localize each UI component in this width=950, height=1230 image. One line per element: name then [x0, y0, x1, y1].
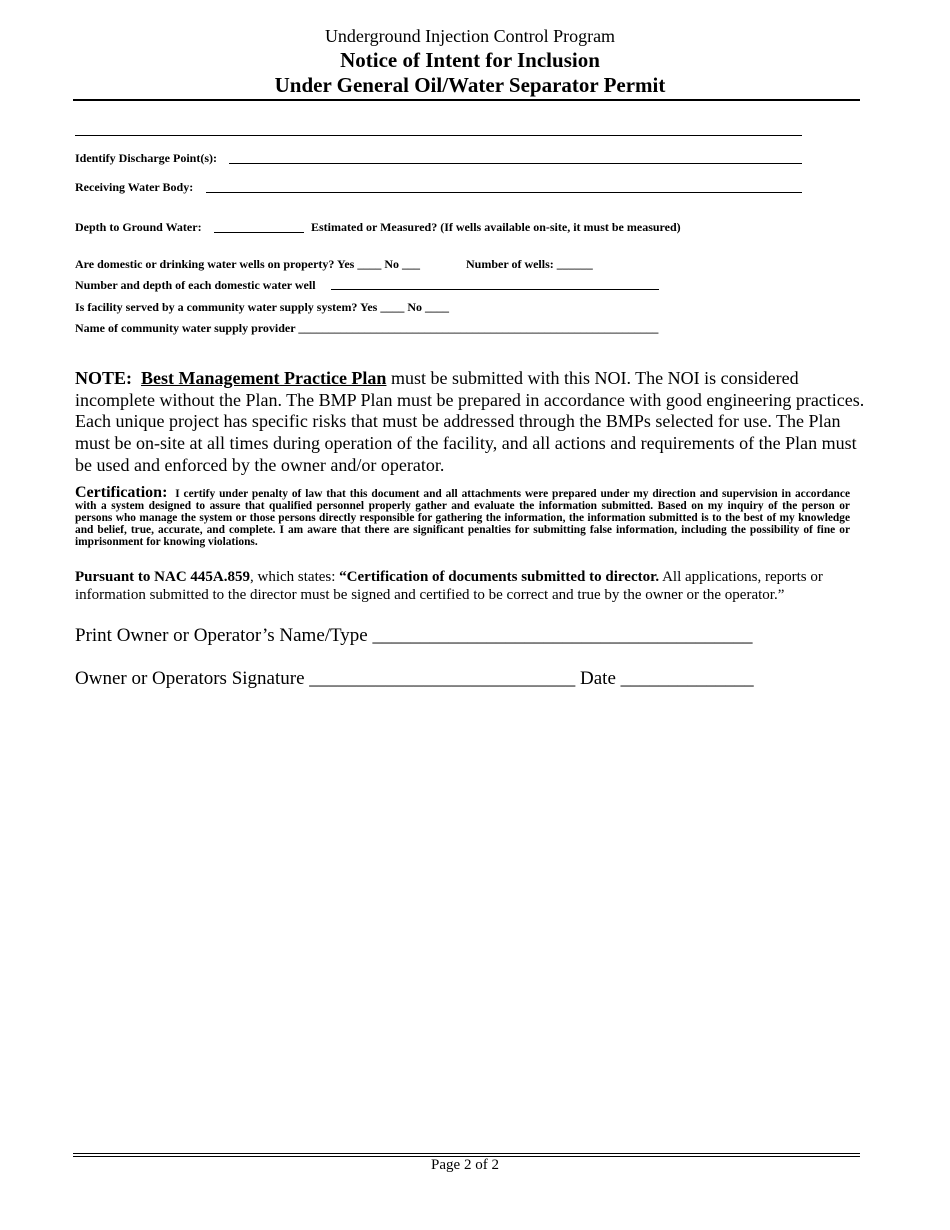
- program-subtitle: Underground Injection Control Program: [324, 26, 616, 46]
- wells-count-field[interactable]: Number of wells: ______: [466, 257, 593, 271]
- nac-reference: Pursuant to NAC 445A.859: [75, 569, 251, 585]
- depth-field[interactable]: [214, 232, 304, 233]
- certification-body: I certify under penalty of law that this document and all attachments were prepared under my direction and supervision in accordance with a system designed to assure that qualified personnel properly gather and evaluate the information submitted. Based on my inquiry of the person or persons who manage the system or those persons directly responsible for gathering the information, the information submitted is to the best of my knowledge and belief, true, accurate, and complete. I am aware that there are significant penalties for submitting false information, including the possibility of fine or imprisonment for knowing violations.: [75, 488, 850, 549]
- wells-depth-field[interactable]: [331, 289, 659, 290]
- receiving-water-label: Receiving Water Body:: [75, 180, 194, 194]
- pursuant-middle: , which states:: [250, 569, 340, 585]
- certification-heading: Certification:: [75, 484, 168, 501]
- certification-quote-body: All applications, reports or information submitted to the director must be signed and certified to be correct and true by the owner or the operator.”: [75, 569, 823, 603]
- bmp-plan-name: Best Management Practice Plan: [141, 368, 387, 388]
- depth-label: Depth to Ground Water:: [75, 220, 202, 234]
- page-number: Page 2 of 2: [431, 1157, 499, 1173]
- certification-statement: [75, 484, 850, 549]
- blank-field-line[interactable]: [75, 135, 802, 136]
- discharge-point-label: Identify Discharge Point(s):: [75, 151, 217, 165]
- signature-date-field[interactable]: Owner or Operators Signature ____________________________ Date ______________: [75, 668, 754, 689]
- pursuant-paragraph: [75, 568, 865, 604]
- wells-depth-label: Number and depth of each domestic water well: [75, 278, 316, 292]
- water-provider-field[interactable]: Name of community water supply provider ____________________________________________________________: [75, 321, 659, 335]
- print-name-field[interactable]: Print Owner or Operator’s Name/Type ________________________________________: [75, 625, 753, 646]
- receiving-water-field[interactable]: [206, 192, 802, 193]
- discharge-point-field[interactable]: [229, 163, 802, 164]
- footer-rule-top: [73, 1153, 860, 1154]
- certification-quote-title: “Certification of documents submitted to director.: [339, 569, 660, 585]
- bmp-note-paragraph: [75, 368, 865, 477]
- domestic-wells-question[interactable]: Are domestic or drinking water wells on property? Yes ____ No ___: [75, 257, 420, 271]
- document-title-line2: Under General Oil/Water Separator Permit: [274, 73, 666, 97]
- document-title-line1: Notice of Intent for Inclusion: [340, 48, 600, 72]
- depth-measurement-note: Estimated or Measured? (If wells available on-site, it must be measured): [311, 220, 681, 234]
- header-rule: [73, 99, 860, 101]
- community-water-question[interactable]: Is facility served by a community water supply system? Yes ____ No ____: [75, 300, 449, 314]
- note-prefix: NOTE:: [75, 368, 133, 388]
- note-body: must be submitted with this NOI. The NOI is considered incomplete without the Plan. The BMP Plan must be prepared in accordance with good engineering practices. Each unique project has specific risks that must be addressed through the BMPs selected for use. The Plan must be on-site at all times during operation of the facility, and all actions and requirements of the Plan must be used and enforced by the owner and/or operator.: [75, 368, 865, 475]
